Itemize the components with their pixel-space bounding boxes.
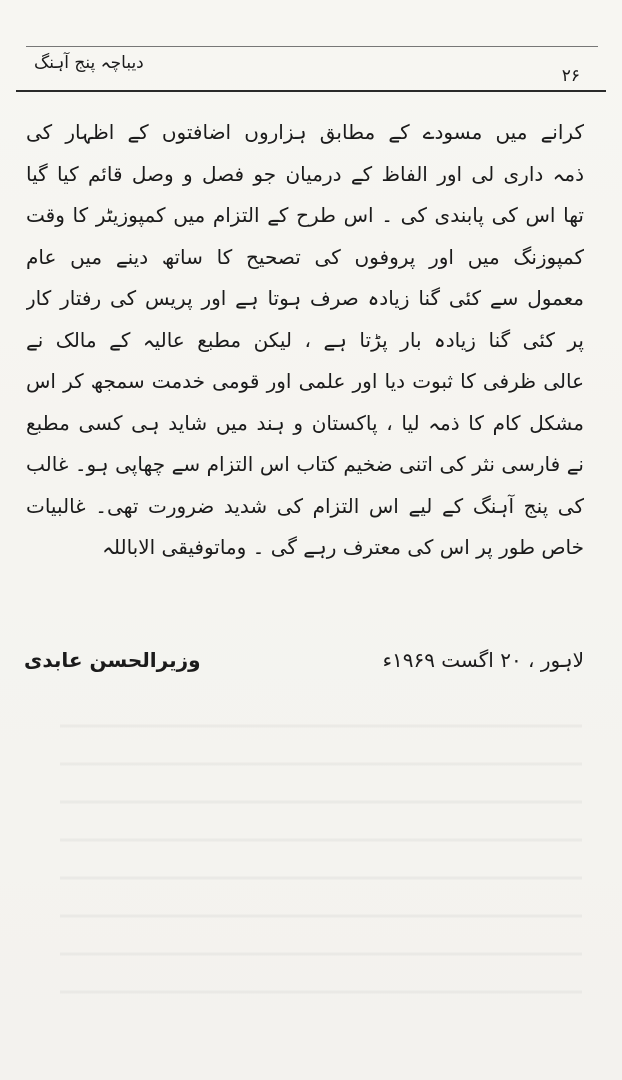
header-top-rule bbox=[26, 46, 598, 47]
place-and-date: لاہور ، ۲۰ اگست ۱۹۶۹ء bbox=[382, 648, 584, 672]
text-line: مشکل کام کا ذمہ لیا ، پاکستان و ہند میں شاید ہی کسی مطبع bbox=[26, 410, 584, 435]
text-line: کی پنج آہنگ کے لیے اس التزام کی شدید ضرورت تھی۔ غالبیات bbox=[26, 493, 584, 518]
text-line: تھا اس کی پابندی کی ۔ اس طرح کے التزام میں کمپوزیٹر کا وقت bbox=[26, 203, 584, 227]
running-header bbox=[16, 46, 606, 92]
text-line: خاص طور پر اس کی معترف رہے گی ۔ وماتوفیقی الاباللہ bbox=[102, 535, 584, 559]
header-bottom-rule bbox=[16, 90, 606, 92]
running-head-title: دیباچہ پنج آہنگ bbox=[34, 53, 144, 73]
signature-block bbox=[24, 648, 584, 678]
text-line: عالی ظرفی کا ثبوت دیا اور علمی اور قومی خدمت سمجھ کر اس bbox=[26, 369, 584, 393]
text-line: پر کئی گنا زیادہ بار پڑتا ہے ، لیکن مطبع عالیہ کے مالک نے bbox=[26, 327, 584, 352]
body-paragraph bbox=[26, 112, 584, 569]
text-line: ذمہ داری لی اور الفاظ کے درمیان جو فصل و وصل قائم کیا گیا bbox=[26, 161, 584, 186]
text-line: کرانے میں مسودے کے مطابق ہزاروں اضافتوں کے اظہار کی bbox=[26, 120, 584, 144]
author-name: وزیرالحسن عابدی bbox=[24, 648, 201, 672]
text-line: معمول سے کئی گنا زیادہ صرف ہوتا ہے اور پریس کی رفتار کار bbox=[26, 286, 584, 310]
text-line: نے فارسی نثر کی اتنی ضخیم کتاب اس التزام سے چھاپی ہو۔ غالب bbox=[26, 452, 584, 476]
text-line: کمپوزنگ میں اور پروفوں کی تصحیح کا ساتھ دینے میں عام bbox=[26, 244, 584, 269]
page-number: ۲۶ bbox=[561, 66, 580, 86]
show-through-texture bbox=[60, 690, 582, 1020]
